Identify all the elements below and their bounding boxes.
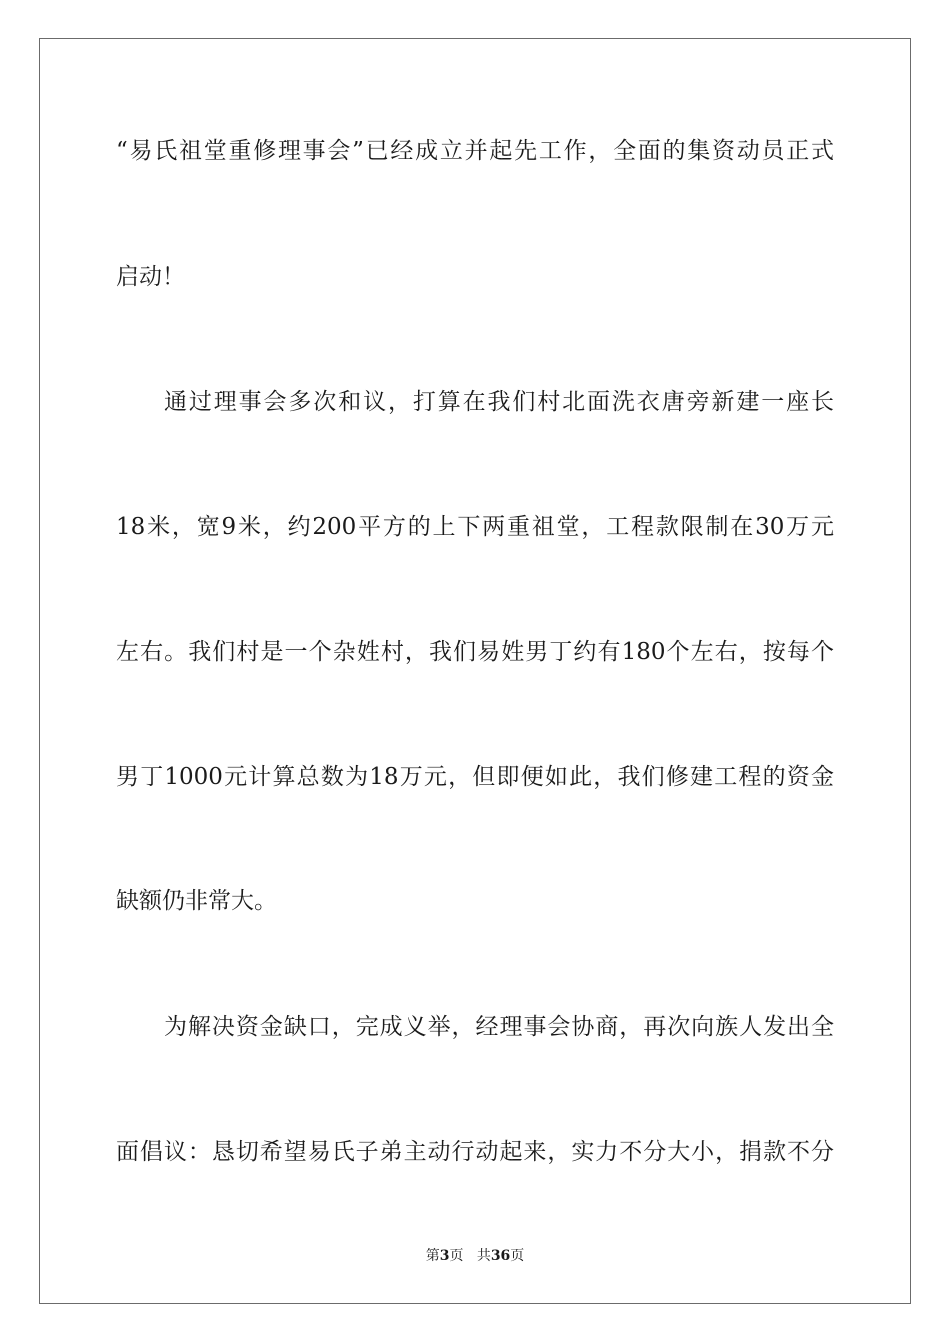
- footer-total-prefix: 共: [476, 1248, 491, 1264]
- text-line-2: 启动！: [116, 264, 185, 290]
- footer-total-suffix: 页: [510, 1248, 525, 1264]
- text-line-4: 18米，宽9米，约200平方的上下两重祖堂，工程款限制在30万元: [116, 514, 834, 540]
- page-footer: [0, 1247, 950, 1265]
- footer-page-suffix: 页: [449, 1248, 464, 1264]
- text-line-7: 缺额仍非常大。: [116, 888, 277, 914]
- text-line-1: “易氏祖堂重修理事会”已经成立并起先工作，全面的集资动员正式: [116, 138, 834, 164]
- text-line-5: 左右。我们村是一个杂姓村，我们易姓男丁约有180个左右，按每个: [116, 639, 834, 665]
- text-line-9: 面倡议：恳切希望易氏子弟主动行动起来，实力不分大小，捐款不分: [116, 1139, 834, 1165]
- text-line-6: 男丁1000元计算总数为18万元，但即便如此，我们修建工程的资金: [116, 764, 834, 790]
- text-line-3: 通过理事会多次和议，打算在我们村北面洗衣唐旁新建一座长: [164, 389, 834, 415]
- text-line-8: 为解决资金缺口，完成义举，经理事会协商，再次向族人发出全: [164, 1014, 834, 1040]
- page-border: [39, 38, 911, 1304]
- footer-total-pages: 36: [490, 1248, 511, 1264]
- footer-page-number: 3: [439, 1248, 450, 1264]
- footer-page-prefix: 第: [425, 1248, 440, 1264]
